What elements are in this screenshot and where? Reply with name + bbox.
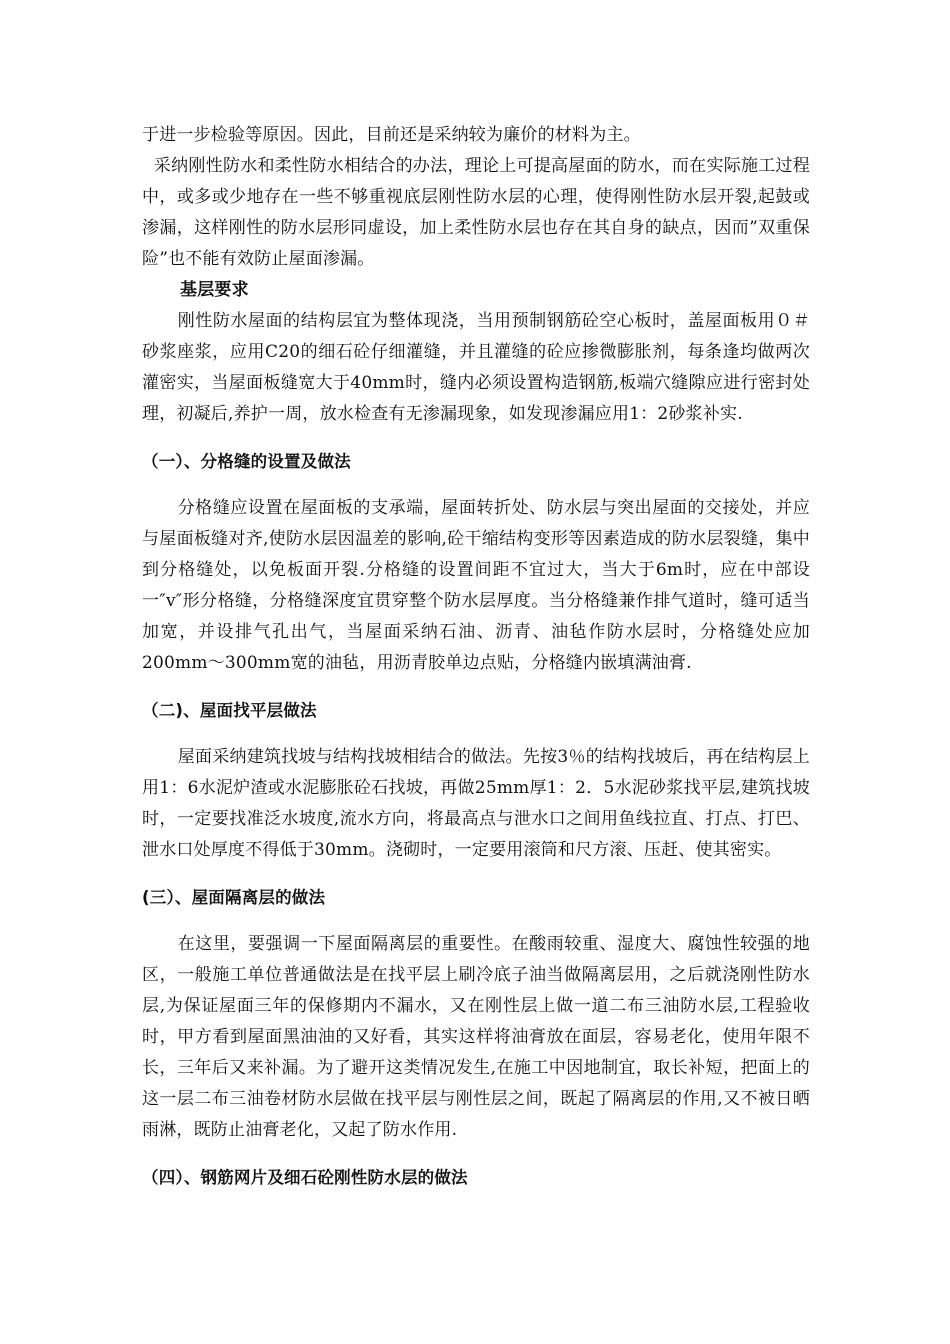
section-1-heading: （一）、分格缝的设置及做法	[142, 452, 351, 471]
section-1-body: 分格缝应设置在屋面板的支承端，屋面转折处、防水层与突出屋面的交接处，并应与屋面板缝对齐,使防水层因温差的影响,砼干缩结构变形等因素造成的防水层裂缝，集中到分格缝处，以免板面开裂.分格缝的设置间距不宜过大，当大于6m时，应在中部设一″v″形分格缝，分格缝深度宜贯穿整个防水层厚度。当分格缝兼作排气道时，缝可适当加宽，并设排气孔出气，当屋面采纳石油、沥青、油毡作防水层时，分格缝处应加200mm～300mm宽的油毡，用沥青胶单边点贴，分格缝内嵌填满油膏.	[142, 498, 810, 673]
section-2-body: 屋面采纳建筑找坡与结构找坡相结合的做法。先按3％的结构找坡后，再在结构层上用1：6水泥炉渣或水泥膨胀砼石找坡，再做25mm厚1：2．5水泥砂浆找平层,建筑找坡时，一定要找准泛水坡度,流水方向，将最高点与泄水口之间用鱼线拉直、打点、打巴、泄水口处厚度不得低于30mm。浇砌时，一定要用滚筒和尺方滚、压赶、使其密实。	[142, 747, 810, 860]
section-3-heading: (三）、屋面隔离层的做法	[142, 888, 326, 907]
section-4-heading: （四）、钢筋网片及细石砼刚性防水层的做法	[142, 1168, 468, 1187]
section-3-body: 在这里，要强调一下屋面隔离层的重要性。在酸雨较重、湿度大、腐蚀性较强的地区，一般施工单位普通做法是在找平层上刷冷底子油当做隔离层用，之后就浇刚性防水层,为保证屋面三年的保修期内不漏水，又在刚性层上做一道二布三油防水层,工程验收时，甲方看到屋面黑油油的又好看，其实这样将油膏放在面层，容易老化，使用年限不长，三年后又来补漏。为了避开这类情况发生,在施工中因地制宜，取长补短，把面上的这一层二布三油卷材防水层做在找平层与刚性层之间，既起了隔离层的作用,又不被日晒雨淋，既防止油膏老化，又起了防水作用.	[142, 934, 810, 1140]
intro-tail-text: 于进一步检验等原因。因此，目前还是采纳较为廉价的材料为主。	[142, 125, 641, 145]
section-2-heading: （二)、屋面找平层做法	[142, 701, 317, 720]
document-page	[142, 120, 810, 1193]
base-requirements-paragraph: 刚性防水屋面的结构层宜为整体现浇，当用预制钢筋砼空心板时，盖屋面板用０＃砂浆座浆，应用C20的细石砼仔细灌缝，并且灌缝的砼应掺微膨胀剂，每条逢均做两次灌密实，当屋面板缝宽大于40mm时，缝内必须设置构造钢筋,板端穴缝隙应进行密封处理，初凝后,养护一周，放水检查有无渗漏现象，如发现渗漏应用1：2砂浆补实.	[142, 311, 810, 424]
base-requirements-heading: 基层要求	[180, 280, 249, 300]
intro-paragraph: 采纳刚性防水和柔性防水相结合的办法，理论上可提高屋面的防水，而在实际施工过程中，或多或少地存在一些不够重视底层刚性防水层的心理，使得刚性防水层开裂,起鼓或渗漏，这样刚性的防水层形同虚设，加上柔性防水层也存在其自身的缺点，因而”双重保险”也不能有效防止屋面渗漏。	[142, 156, 810, 269]
